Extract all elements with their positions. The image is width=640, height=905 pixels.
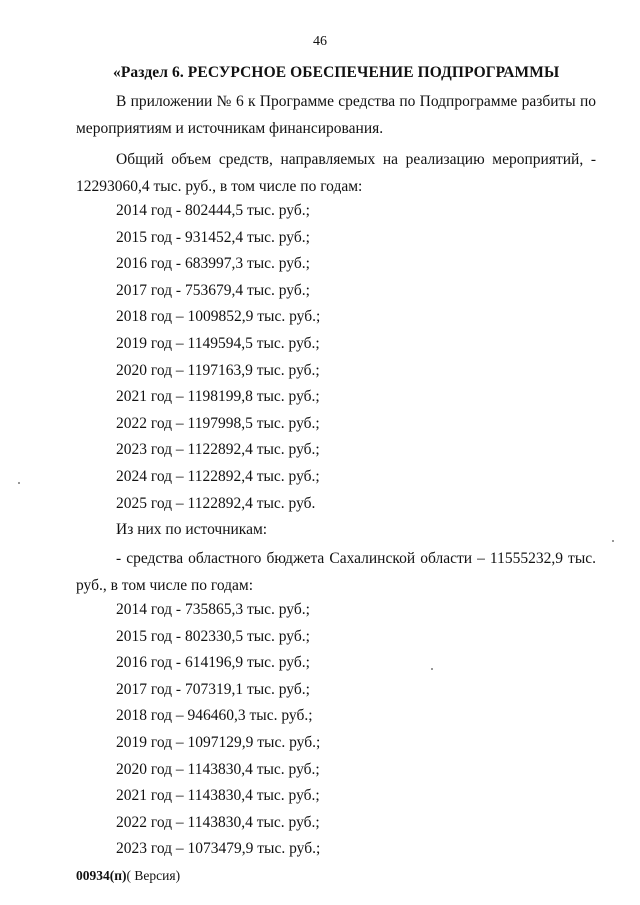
section-heading: «Раздел 6. РЕСУРСНОЕ ОБЕСПЕЧЕНИЕ ПОДПРОГРАММЫ	[113, 64, 560, 81]
paragraph-regional-budget: - средства областного бюджета Сахалинской области – 11555232,9 тыс. руб., в том числе по годам:	[76, 550, 596, 594]
sources-intro: Из них по источникам:	[116, 521, 268, 538]
total-funding-by-year-list	[116, 198, 320, 517]
list-item: 2024 год – 1122892,4 тыс. руб.;	[116, 467, 320, 485]
scan-speck	[18, 482, 20, 484]
document-version: ( Версия)	[126, 868, 181, 883]
document-code: 00934(п)	[76, 868, 127, 883]
list-item: 2025 год – 1122892,4 тыс. руб.	[116, 494, 316, 512]
list-item: 2014 год - 735865,3 тыс. руб.;	[116, 601, 310, 618]
footer	[76, 868, 180, 884]
scan-speck	[431, 668, 433, 670]
list-item: 2019 год – 1149594,5 тыс. руб.;	[116, 334, 320, 352]
list-item: 2017 год - 707319,1 тыс. руб.;	[116, 680, 310, 698]
list-item: 2016 год - 683997,3 тыс. руб.;	[116, 255, 310, 273]
list-item: 2017 год - 753679,4 тыс. руб.;	[116, 281, 310, 299]
paragraph-intro: В приложении № 6 к Программе средства по Подпрограмме разбиты по мероприятиям и источникам финансирования.	[76, 93, 596, 137]
list-item: 2023 год – 1122892,4 тыс. руб.;	[116, 441, 320, 459]
list-item: 2020 год – 1197163,9 тыс. руб.;	[116, 361, 320, 379]
paragraph-total: Общий объем средств, направляемых на реализацию мероприятий, - 12293060,4 тыс. руб., в том числе по годам:	[76, 151, 596, 195]
list-item: 2019 год – 1097129,9 тыс. руб.;	[116, 733, 321, 751]
regional-funding-by-year-list	[116, 597, 320, 863]
page-number: 46	[313, 34, 327, 49]
list-item: 2016 год - 614196,9 тыс. руб.;	[116, 654, 310, 672]
list-item: 2023 год – 1073479,9 тыс. руб.;	[116, 840, 321, 858]
list-item: 2022 год – 1143830,4 тыс. руб.;	[116, 813, 320, 831]
list-item: 2015 год - 802330,5 тыс. руб.;	[116, 627, 310, 645]
scan-speck	[612, 540, 614, 542]
list-item: 2018 год – 946460,3 тыс. руб.;	[116, 707, 313, 725]
list-item: 2014 год - 802444,5 тыс. руб.;	[116, 202, 310, 219]
list-item: 2020 год – 1143830,4 тыс. руб.;	[116, 760, 320, 778]
list-item: 2021 год – 1198199,8 тыс. руб.;	[116, 388, 320, 406]
list-item: 2022 год – 1197998,5 тыс. руб.;	[116, 414, 320, 432]
list-item: 2015 год - 931452,4 тыс. руб.;	[116, 228, 310, 246]
list-item: 2018 год – 1009852,9 тыс. руб.;	[116, 308, 321, 326]
list-item: 2021 год – 1143830,4 тыс. руб.;	[116, 787, 320, 805]
